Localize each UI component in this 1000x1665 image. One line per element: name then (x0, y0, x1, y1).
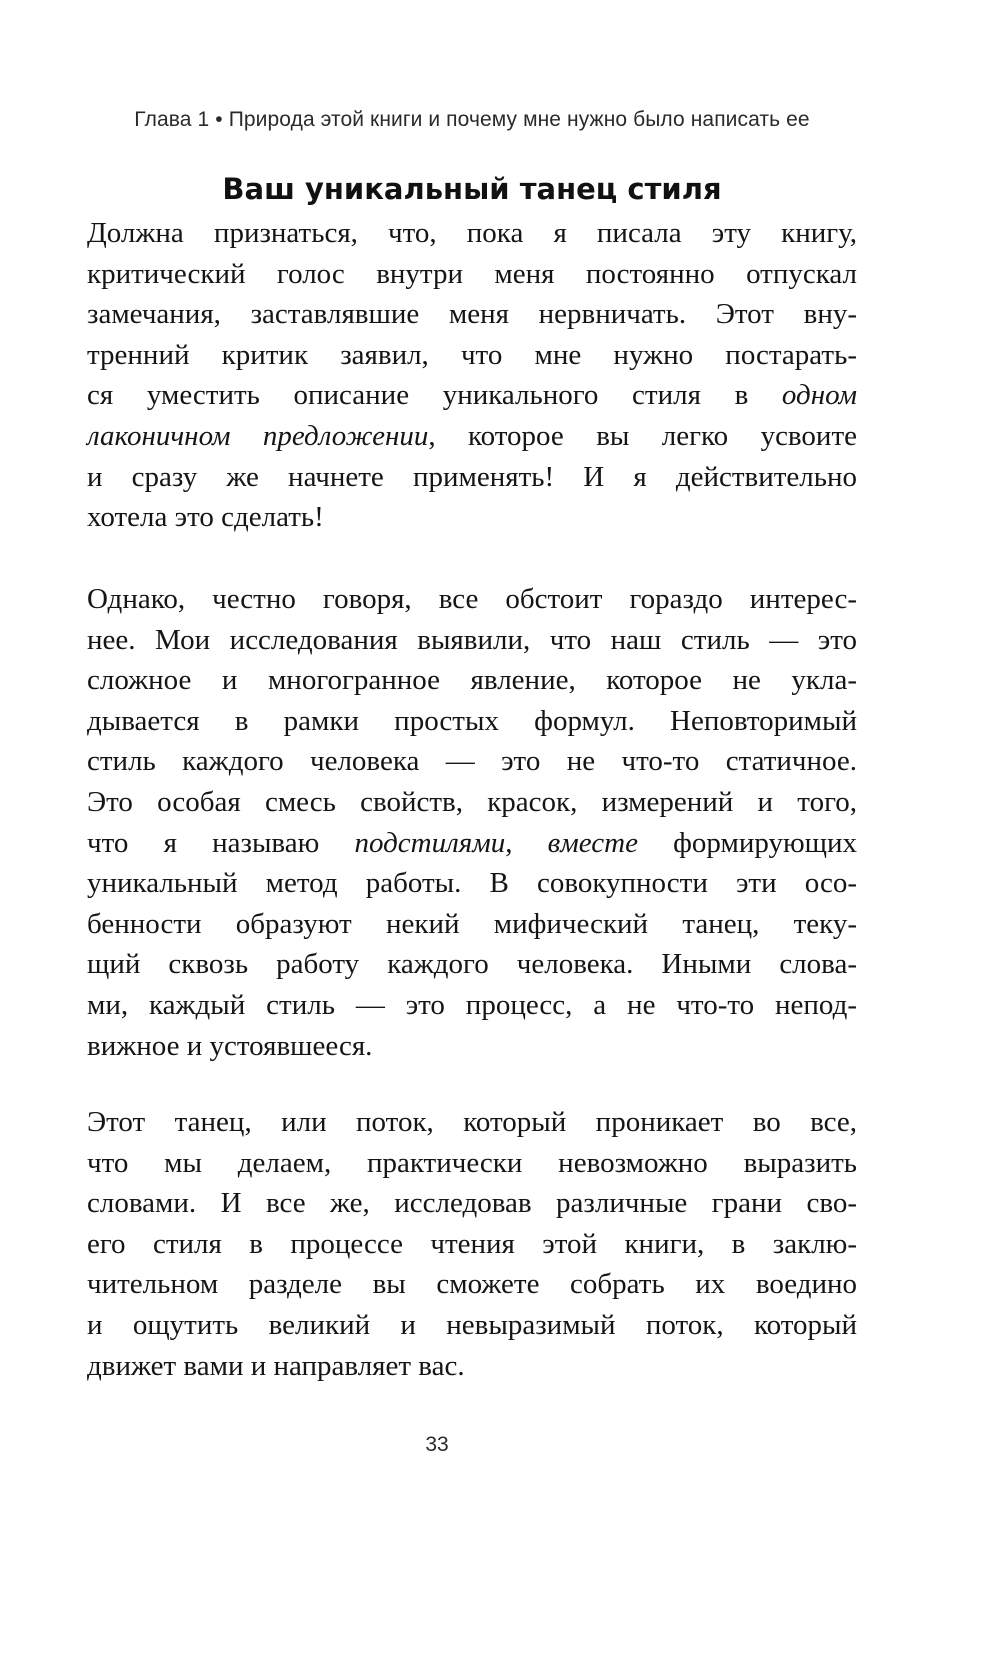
paragraph-line: уникальный метод работы. В совокупности эти осо- (87, 867, 857, 900)
section-title: Ваш уникальный танец стиля (222, 172, 722, 206)
paragraph-line: сложное и многогранное явление, которое не укла- (87, 664, 857, 697)
paragraph-line: движет вами и направляет вас. (87, 1349, 465, 1382)
paragraph-line: Этот танец, или поток, который проникает во все, (87, 1106, 857, 1138)
paragraph-line: дывается в рамки простых формул. Неповторимый (87, 704, 857, 737)
paragraph-line: бенности образуют некий мифический танец, теку- (87, 907, 857, 940)
paragraph-line: замечания, заставлявшие меня нервничать. Этот вну- (87, 298, 857, 331)
paragraph-line: стиль каждого человека — это не что-то статичное. (87, 745, 857, 778)
paragraph-line: и ощутить великий и невыразимый поток, который (87, 1308, 857, 1341)
paragraph-line: Должна признаться, что, пока я писала эту книгу, (87, 217, 857, 249)
paragraph-line: ся уместить описание уникального стиля в одном (87, 379, 857, 412)
paragraph-line: что я называю подстилями, вместе формирующих (87, 826, 857, 859)
paragraph-2 (87, 579, 857, 1066)
running-head-chapter: Глава 1 (134, 108, 210, 131)
paragraph-line: лаконичном предложении, которое вы легко усвоите (87, 419, 857, 452)
paragraph-line: Это особая смесь свойств, красок, измерений и того, (87, 785, 857, 818)
emphasis-text: подстилями (354, 826, 506, 859)
paragraph-line: щий сквозь работу каждого человека. Иными слова- (87, 948, 857, 981)
running-head-title: Природа этой книги и почему мне нужно было написать ее (228, 108, 810, 131)
paragraph-line: ми, каждый стиль — это процесс, а не что-то непод- (87, 988, 857, 1021)
running-head (0, 108, 944, 132)
paragraph-1 (87, 213, 857, 538)
paragraph-line: словами. И все же, исследовав различные грани сво- (87, 1187, 857, 1220)
paragraph-line: чительном разделе вы сможете собрать их воедино (87, 1268, 857, 1301)
paragraph-line: хотела это сделать! (87, 501, 324, 534)
paragraph-line: вижное и устоявшееся. (87, 1029, 373, 1062)
running-head-separator: • (215, 108, 223, 131)
paragraph-line: тренний критик заявил, что мне нужно постарать- (87, 338, 857, 371)
emphasis-text: вместе (547, 826, 638, 859)
paragraph-3 (87, 1102, 857, 1386)
paragraph-line: его стиля в процессе чтения этой книги, в заклю- (87, 1227, 857, 1260)
page-number: 33 (425, 1433, 449, 1456)
emphasis-text: одном (781, 379, 857, 412)
paragraph-line: что мы делаем, практически невозможно выразить (87, 1146, 857, 1179)
emphasis-text: лаконичном предложении (87, 419, 429, 452)
paragraph-line: критический голос внутри меня постоянно отпускал (87, 257, 857, 290)
paragraph-line: Однако, честно говоря, все обстоит гораздо интерес- (87, 583, 857, 615)
paragraph-line: и сразу же начнете применять! И я действительно (87, 460, 857, 493)
paragraph-line: нее. Мои исследования выявили, что наш стиль — это (87, 623, 857, 656)
